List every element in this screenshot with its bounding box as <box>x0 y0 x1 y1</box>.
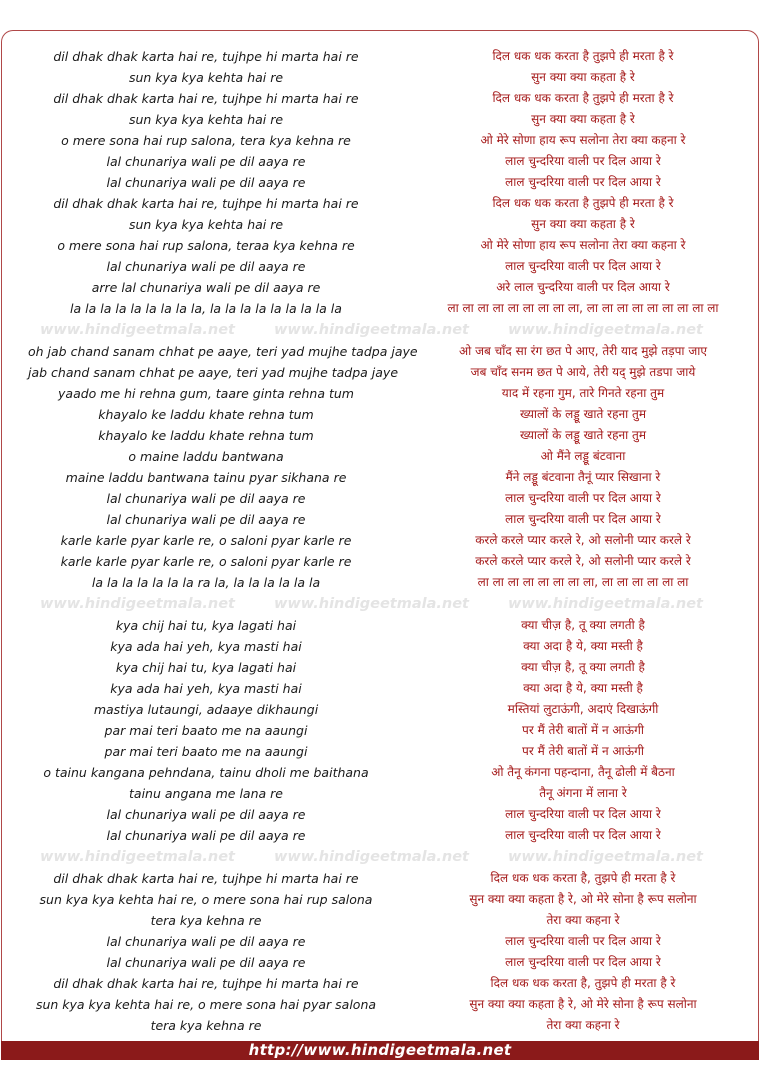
lyrics-content <box>2 46 758 1036</box>
lyric-romanized: tera kya kehna re <box>150 913 262 928</box>
lyric-romanized: par mai teri baato me na aaungi <box>104 744 308 759</box>
lyric-line <box>2 741 758 762</box>
lyric-line <box>2 46 758 67</box>
lyric-hindi: पर मैं तेरी बातों में न आऊंगी <box>522 723 644 737</box>
lyric-line <box>2 446 758 467</box>
lyric-romanized: dil dhak dhak karta hai re, tujhpe hi marta hai re <box>53 91 359 106</box>
lyric-romanized: lal chunariya wali pe dil aaya re <box>106 175 306 190</box>
watermark-text: www.hindigeetmala.net <box>40 322 235 338</box>
lyric-romanized: kya ada hai yeh, kya masti hai <box>110 639 302 654</box>
lyric-hindi: सुन क्या क्या कहता है रे <box>531 112 635 126</box>
lyric-line <box>2 720 758 741</box>
lyric-line <box>2 256 758 277</box>
lyric-romanized: sun kya kya kehta hai re, o mere sona hai pyar salona <box>35 997 377 1012</box>
lyric-romanized: dil dhak dhak karta hai re, tujhpe hi marta hai re <box>53 871 359 886</box>
lyric-romanized: lal chunariya wali pe dil aaya re <box>106 491 306 506</box>
lyric-line <box>2 88 758 109</box>
lyric-hindi: करले करले प्यार करले रे, ओ सलोनी प्यार करले रे <box>475 533 691 547</box>
lyric-hindi: मैंने लड्डू बंटवाना तैनूं प्यार सिखाना रे <box>505 470 661 484</box>
lyric-romanized: lal chunariya wali pe dil aaya re <box>106 828 306 843</box>
lyric-romanized: oh jab chand sanam chhat pe aaye, teri yad mujhe tadpa jaye <box>28 344 418 359</box>
lyric-hindi: लाल चुन्दरिया वाली पर दिल आया रे <box>505 955 661 969</box>
lyric-line <box>2 193 758 214</box>
lyric-romanized: karle karle pyar karle re, o saloni pyar karle re <box>60 533 352 548</box>
lyric-romanized: yaado me hi rehna gum, taare ginta rehna tum <box>58 386 354 401</box>
lyric-romanized: maine laddu bantwana tainu pyar sikhana re <box>65 470 347 485</box>
lyric-romanized: o tainu kangana pehndana, tainu dholi me baithana <box>43 765 369 780</box>
lyric-romanized: o maine laddu bantwana <box>128 449 284 464</box>
lyric-hindi: ख्यालों के लड्डू खाते रहना तुम <box>519 428 647 442</box>
lyric-romanized: lal chunariya wali pe dil aaya re <box>106 259 306 274</box>
watermark-text: www.hindigeetmala.net <box>508 596 703 612</box>
lyric-hindi: सुन क्या क्या कहता है रे <box>531 217 635 231</box>
lyric-romanized: kya ada hai yeh, kya masti hai <box>110 681 302 696</box>
lyrics-card <box>1 30 759 1043</box>
watermark-text: www.hindigeetmala.net <box>274 322 469 338</box>
footer-url-bar[interactable]: http://www.hindigeetmala.net <box>1 1041 759 1060</box>
lyric-hindi: दिल धक धक करता है, तुझपे ही मरता है रे <box>490 871 676 885</box>
verse <box>2 341 758 593</box>
watermark-row <box>2 846 758 868</box>
lyric-hindi: ला ला ला ला ला ला ला ला, ला ला ला ला ला ला <box>477 575 689 589</box>
lyric-line <box>2 1015 758 1036</box>
lyric-romanized: dil dhak dhak karta hai re, tujhpe hi marta hai re <box>53 49 359 64</box>
lyric-line <box>2 530 758 551</box>
lyric-line <box>2 151 758 172</box>
lyric-romanized: tera kya kehna re <box>150 1018 262 1033</box>
lyric-line <box>2 551 758 572</box>
lyric-line <box>2 341 758 362</box>
lyric-line <box>2 783 758 804</box>
lyric-hindi: लाल चुन्दरिया वाली पर दिल आया रे <box>505 828 661 842</box>
lyric-line <box>2 931 758 952</box>
lyric-romanized: dil dhak dhak karta hai re, tujhpe hi marta hai re <box>53 196 359 211</box>
lyric-romanized: lal chunariya wali pe dil aaya re <box>106 512 306 527</box>
lyric-romanized: la la la la la la la ra la, la la la la la la <box>91 575 321 590</box>
lyric-line <box>2 277 758 298</box>
lyric-line <box>2 994 758 1015</box>
lyric-romanized: arre lal chunariya wali pe dil aaya re <box>91 280 321 295</box>
lyric-line <box>2 804 758 825</box>
lyric-line <box>2 425 758 446</box>
watermark-text: www.hindigeetmala.net <box>274 849 469 865</box>
lyric-romanized: lal chunariya wali pe dil aaya re <box>106 934 306 949</box>
lyric-hindi: ओ मेरे सोणा हाय रूप सलोना तेरा क्या कहना रे <box>480 238 686 252</box>
lyric-hindi: सुन क्या क्या कहता है रे, ओ मेरे सोना है रूप सलोना <box>469 997 697 1011</box>
watermark-text: www.hindigeetmala.net <box>508 849 703 865</box>
lyric-hindi: करले करले प्यार करले रे, ओ सलोनी प्यार करले रे <box>475 554 691 568</box>
lyric-romanized: sun kya kya kehta hai re <box>128 217 284 232</box>
lyric-hindi: लाल चुन्दरिया वाली पर दिल आया रे <box>505 154 661 168</box>
lyric-romanized: dil dhak dhak karta hai re, tujhpe hi marta hai re <box>53 976 359 991</box>
lyric-hindi: ओ मैंने लड्डू बंटवाना <box>540 449 626 463</box>
lyric-romanized: la la la la la la la la la, la la la la la la la la la <box>70 301 342 316</box>
lyric-line <box>2 362 758 383</box>
lyric-line <box>2 615 758 636</box>
lyric-line <box>2 825 758 846</box>
lyric-hindi: मस्तियां लुटाऊंगी, अदाएं दिखाऊंगी <box>507 702 659 716</box>
lyric-line <box>2 67 758 88</box>
lyric-hindi: लाल चुन्दरिया वाली पर दिल आया रे <box>505 175 661 189</box>
lyric-hindi: क्या चीज़ है, तू क्या लगती है <box>521 660 645 674</box>
lyric-hindi: दिल धक धक करता है, तुझपे ही मरता है रे <box>490 976 676 990</box>
lyric-hindi: सुन क्या क्या कहता है रे <box>531 70 635 84</box>
lyric-line <box>2 509 758 530</box>
lyric-romanized: lal chunariya wali pe dil aaya re <box>106 955 306 970</box>
verse <box>2 46 758 319</box>
lyric-hindi: दिल धक धक करता है तुझपे ही मरता है रे <box>492 196 674 210</box>
lyric-line <box>2 488 758 509</box>
lyric-romanized: karle karle pyar karle re, o saloni pyar karle re <box>60 554 352 569</box>
lyric-line <box>2 973 758 994</box>
watermark-text: www.hindigeetmala.net <box>274 596 469 612</box>
lyric-line <box>2 572 758 593</box>
lyric-line <box>2 762 758 783</box>
lyric-hindi: तेरा क्या कहना रे <box>546 1018 620 1032</box>
lyric-line <box>2 636 758 657</box>
lyric-romanized: o mere sona hai rup salona, teraa kya kehna re <box>57 238 355 253</box>
lyric-hindi: याद में रहना गुम, तारे गिनते रहना तुम <box>501 386 665 400</box>
lyric-hindi: लाल चुन्दरिया वाली पर दिल आया रे <box>505 512 661 526</box>
lyric-hindi: तेरा क्या कहना रे <box>546 913 620 927</box>
lyric-hindi: ख्यालों के लड्डू खाते रहना तुम <box>519 407 647 421</box>
verse <box>2 868 758 1036</box>
lyric-line <box>2 699 758 720</box>
lyric-romanized: sun kya kya kehta hai re, o mere sona hai rup salona <box>39 892 373 907</box>
watermark-row <box>2 593 758 615</box>
lyric-line <box>2 172 758 193</box>
lyric-line <box>2 298 758 319</box>
watermark-text: www.hindigeetmala.net <box>508 322 703 338</box>
lyric-hindi: ओ मेरे सोणा हाय रूप सलोना तेरा क्या कहना रे <box>480 133 686 147</box>
watermark-text: www.hindigeetmala.net <box>40 849 235 865</box>
lyric-line <box>2 952 758 973</box>
lyric-line <box>2 467 758 488</box>
lyric-hindi: अरे लाल चुन्दरिया वाली पर दिल आया रे <box>496 280 670 294</box>
lyric-romanized: mastiya lutaungi, adaaye dikhaungi <box>93 702 319 717</box>
lyric-hindi: क्या अदा है ये, क्या मस्ती है <box>523 639 643 653</box>
lyric-line <box>2 383 758 404</box>
lyric-hindi: दिल धक धक करता है तुझपे ही मरता है रे <box>492 49 674 63</box>
lyric-line <box>2 868 758 889</box>
lyric-hindi: ओ तैनू कंगना पहन्दाना, तैनू ढोली में बैठना <box>491 765 675 779</box>
lyric-romanized: khayalo ke laddu khate rehna tum <box>98 428 314 443</box>
lyric-hindi: लाल चुन्दरिया वाली पर दिल आया रे <box>505 491 661 505</box>
lyric-line <box>2 657 758 678</box>
lyric-romanized: kya chij hai tu, kya lagati hai <box>115 660 297 675</box>
lyric-hindi: लाल चुन्दरिया वाली पर दिल आया रे <box>505 934 661 948</box>
lyric-line <box>2 235 758 256</box>
lyric-line <box>2 910 758 931</box>
lyric-line <box>2 404 758 425</box>
lyric-romanized: sun kya kya kehta hai re <box>128 112 284 127</box>
lyric-line <box>2 130 758 151</box>
lyric-hindi: ओ जब चाँद सा रंग छत पे आए, तेरी याद मुझे तड़पा जाए <box>459 344 707 358</box>
lyric-romanized: khayalo ke laddu khate rehna tum <box>98 407 314 422</box>
lyric-romanized: lal chunariya wali pe dil aaya re <box>106 807 306 822</box>
lyric-line <box>2 678 758 699</box>
lyric-romanized: lal chunariya wali pe dil aaya re <box>106 154 306 169</box>
lyric-romanized: par mai teri baato me na aaungi <box>104 723 308 738</box>
lyric-romanized: o mere sona hai rup salona, tera kya kehna re <box>61 133 351 148</box>
lyric-hindi: सुन क्या क्या कहता है रे, ओ मेरे सोना है रूप सलोना <box>469 892 697 906</box>
lyric-hindi: तैनू अंगना में लाना रे <box>539 786 627 800</box>
lyric-romanized: kya chij hai tu, kya lagati hai <box>115 618 297 633</box>
lyric-line <box>2 214 758 235</box>
lyric-hindi: पर मैं तेरी बातों में न आऊंगी <box>522 744 644 758</box>
lyric-hindi: क्या चीज़ है, तू क्या लगती है <box>521 618 645 632</box>
lyric-line <box>2 889 758 910</box>
lyric-hindi: लाल चुन्दरिया वाली पर दिल आया रे <box>505 807 661 821</box>
watermark-row <box>2 319 758 341</box>
verse <box>2 615 758 846</box>
watermark-text: www.hindigeetmala.net <box>40 596 235 612</box>
lyric-hindi: जब चाँद सनम छत पे आये, तेरी यद् मुझे तडपा जाये <box>470 365 696 379</box>
lyric-line <box>2 109 758 130</box>
lyric-hindi: क्या अदा है ये, क्या मस्ती है <box>523 681 643 695</box>
lyric-hindi: दिल धक धक करता है तुझपे ही मरता है रे <box>492 91 674 105</box>
lyric-hindi: ला ला ला ला ला ला ला ला ला, ला ला ला ला ला ला ला ला ला <box>447 301 719 315</box>
lyric-romanized: sun kya kya kehta hai re <box>128 70 284 85</box>
lyric-romanized: tainu angana me lana re <box>129 786 283 801</box>
lyric-romanized: jab chand sanam chhat pe aaye, teri yad mujhe tadpa jaye <box>28 365 399 380</box>
lyric-hindi: लाल चुन्दरिया वाली पर दिल आया रे <box>505 259 661 273</box>
